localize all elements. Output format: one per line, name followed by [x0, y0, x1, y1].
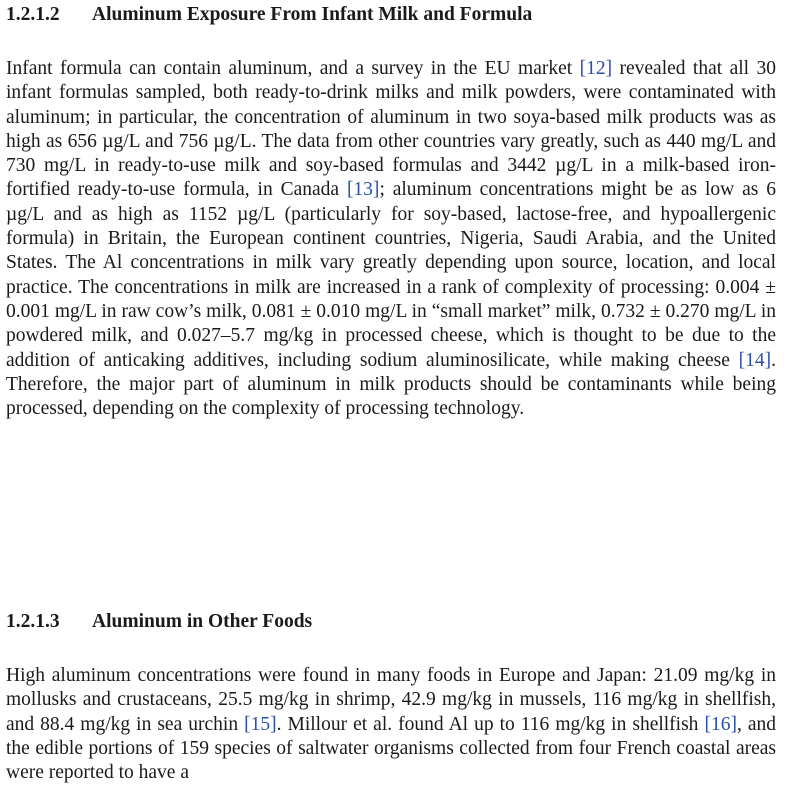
paragraph-text: , and the edible portions of 159 species of saltwater organisms collected from four French coastal areas were reported to have a — [6, 713, 776, 784]
section-number: 1.2.1.3 — [6, 611, 60, 632]
citation-link[interactable]: [12] — [579, 58, 613, 79]
citation-link[interactable]: [15] — [244, 713, 277, 735]
citation-link[interactable]: [13] — [346, 179, 380, 201]
citation-link[interactable]: [14] — [738, 349, 772, 371]
section-number: 1.2.1.2 — [6, 4, 60, 25]
section-heading — [6, 610, 312, 634]
paragraph-text: revealed that all 30 infant formulas sampled, both ready-to-drink milks and milk powders, were contaminated with aluminum; in particular, the concentration of aluminum in two soya-based milk products was as high as 656 µg/L and 756 µg/L. The data from other countries vary greatly, such as 440 mg/L and 730 mg/L in ready-to-use milk and soy-based formulas and 3442 µg/L in a milk-based iron-fortified ready-to-use formula, in Canada — [6, 58, 776, 201]
citation-link[interactable]: [16] — [704, 713, 737, 735]
body-paragraph — [6, 664, 776, 785]
paragraph-text: . Millour et al. found Al up to 116 mg/kg in shellfish — [276, 713, 705, 735]
paragraph-text: . Therefore, the major part of aluminum in milk products should be contaminants while being processed, depending on the complexity of processing technology. — [6, 349, 776, 420]
section-title: Aluminum Exposure From Infant Milk and Formula — [92, 4, 533, 25]
paragraph-text: Infant formula can contain aluminum, and a survey in the EU market — [6, 58, 580, 79]
section-title: Aluminum in Other Foods — [92, 611, 313, 632]
section-heading — [6, 3, 532, 27]
paragraph-text: High aluminum concentrations were found in many foods in Europe and Japan: 21.09 mg/kg in mollusks and crustaceans, 25.5 mg/kg in shrimp, 42.9 mg/kg in mussels, 116 mg/kg in shellfish, and 88.4 mg/kg in sea urchin — [6, 665, 776, 735]
paragraph-text: ; aluminum concentrations might be as low as 6 µg/L and as high as 1152 µg/L (particularly for soy-based, lactose-free, and hypoallergenic formula) in Britain, the European continent countries, Nigeria, Saudi Arabia, and the United States. The Al concentrations in milk vary greatly depending upon source, location, and local practice. The concentrations in milk are increased in a rank of complexity of processing: 0.004 ± 0.001 mg/L in raw cow’s milk, 0.081 ± 0.010 mg/L in “small market” milk, 0.732 ± 0.270 mg/L in powdered milk, and 0.027–5.7 mg/kg in processed cheese, which is thought to be due to the addition of anticaking additives, including sodium aluminosilicate, while making cheese — [6, 179, 776, 371]
body-paragraph — [6, 57, 776, 421]
